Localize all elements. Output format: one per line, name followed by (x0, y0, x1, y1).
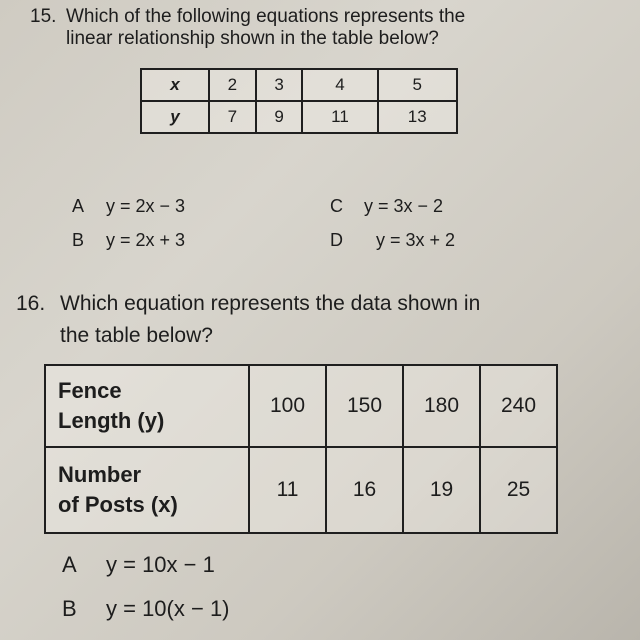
table-cell: 180 (403, 365, 480, 447)
table-cell: 240 (480, 365, 557, 447)
table-row (141, 69, 457, 101)
table-row (141, 101, 457, 133)
choice-text: y = 2x − 3 (106, 196, 186, 216)
table-cell: 7 (209, 101, 256, 133)
q15-choice-d (330, 230, 455, 251)
table-cell: 16 (326, 447, 403, 533)
table-cell: 13 (378, 101, 458, 133)
table-cell: 19 (403, 447, 480, 533)
table-header-y: y (141, 101, 209, 133)
label-line: Fence (58, 378, 122, 403)
table-cell: 11 (249, 447, 326, 533)
choice-letter: B (62, 596, 77, 621)
choice-letter: A (62, 552, 77, 577)
q16-choice-b (62, 596, 230, 622)
choice-text: y = 10(x − 1) (106, 596, 230, 621)
table-header-fence-length (45, 365, 249, 447)
choice-letter: D (330, 230, 343, 250)
question-15-line1: Which of the following equations represents the (66, 6, 466, 27)
question-16-table (44, 364, 558, 534)
choice-text: y = 3x + 2 (376, 230, 456, 250)
q15-choice-c (330, 196, 443, 217)
choice-letter: C (330, 196, 343, 216)
question-15 (30, 6, 630, 50)
table-header-number-of-posts (45, 447, 249, 533)
label-line: of Posts (x) (58, 492, 178, 517)
question-16-line2: the table below? (60, 324, 213, 347)
q16-choice-a (62, 552, 215, 578)
label-line: Length (y) (58, 408, 165, 433)
question-16 (16, 288, 636, 352)
q15-choice-b (72, 230, 185, 251)
table-cell: 2 (209, 69, 256, 101)
table-row (45, 447, 557, 533)
table-cell: 4 (302, 69, 377, 101)
question-15-table (140, 68, 458, 134)
choice-letter: B (72, 230, 85, 250)
choice-text: y = 10x − 1 (106, 552, 215, 577)
q15-choice-a (72, 196, 185, 217)
table-row (45, 365, 557, 447)
choice-text: y = 3x − 2 (364, 196, 444, 216)
table-cell: 3 (256, 69, 303, 101)
question-16-line1: Which equation represents the data shown in (60, 292, 481, 315)
question-15-line2: linear relationship shown in the table below? (66, 28, 439, 49)
table-cell: 100 (249, 365, 326, 447)
table-cell: 11 (302, 101, 377, 133)
table-cell: 9 (256, 101, 303, 133)
question-15-number: 15. (30, 6, 57, 27)
label-line: Number (58, 462, 142, 487)
table-cell: 25 (480, 447, 557, 533)
choice-text: y = 2x + 3 (106, 230, 186, 250)
table-cell: 5 (378, 69, 458, 101)
table-header-x: x (141, 69, 209, 101)
question-16-number: 16. (16, 292, 46, 315)
table-cell: 150 (326, 365, 403, 447)
choice-letter: A (72, 196, 85, 216)
